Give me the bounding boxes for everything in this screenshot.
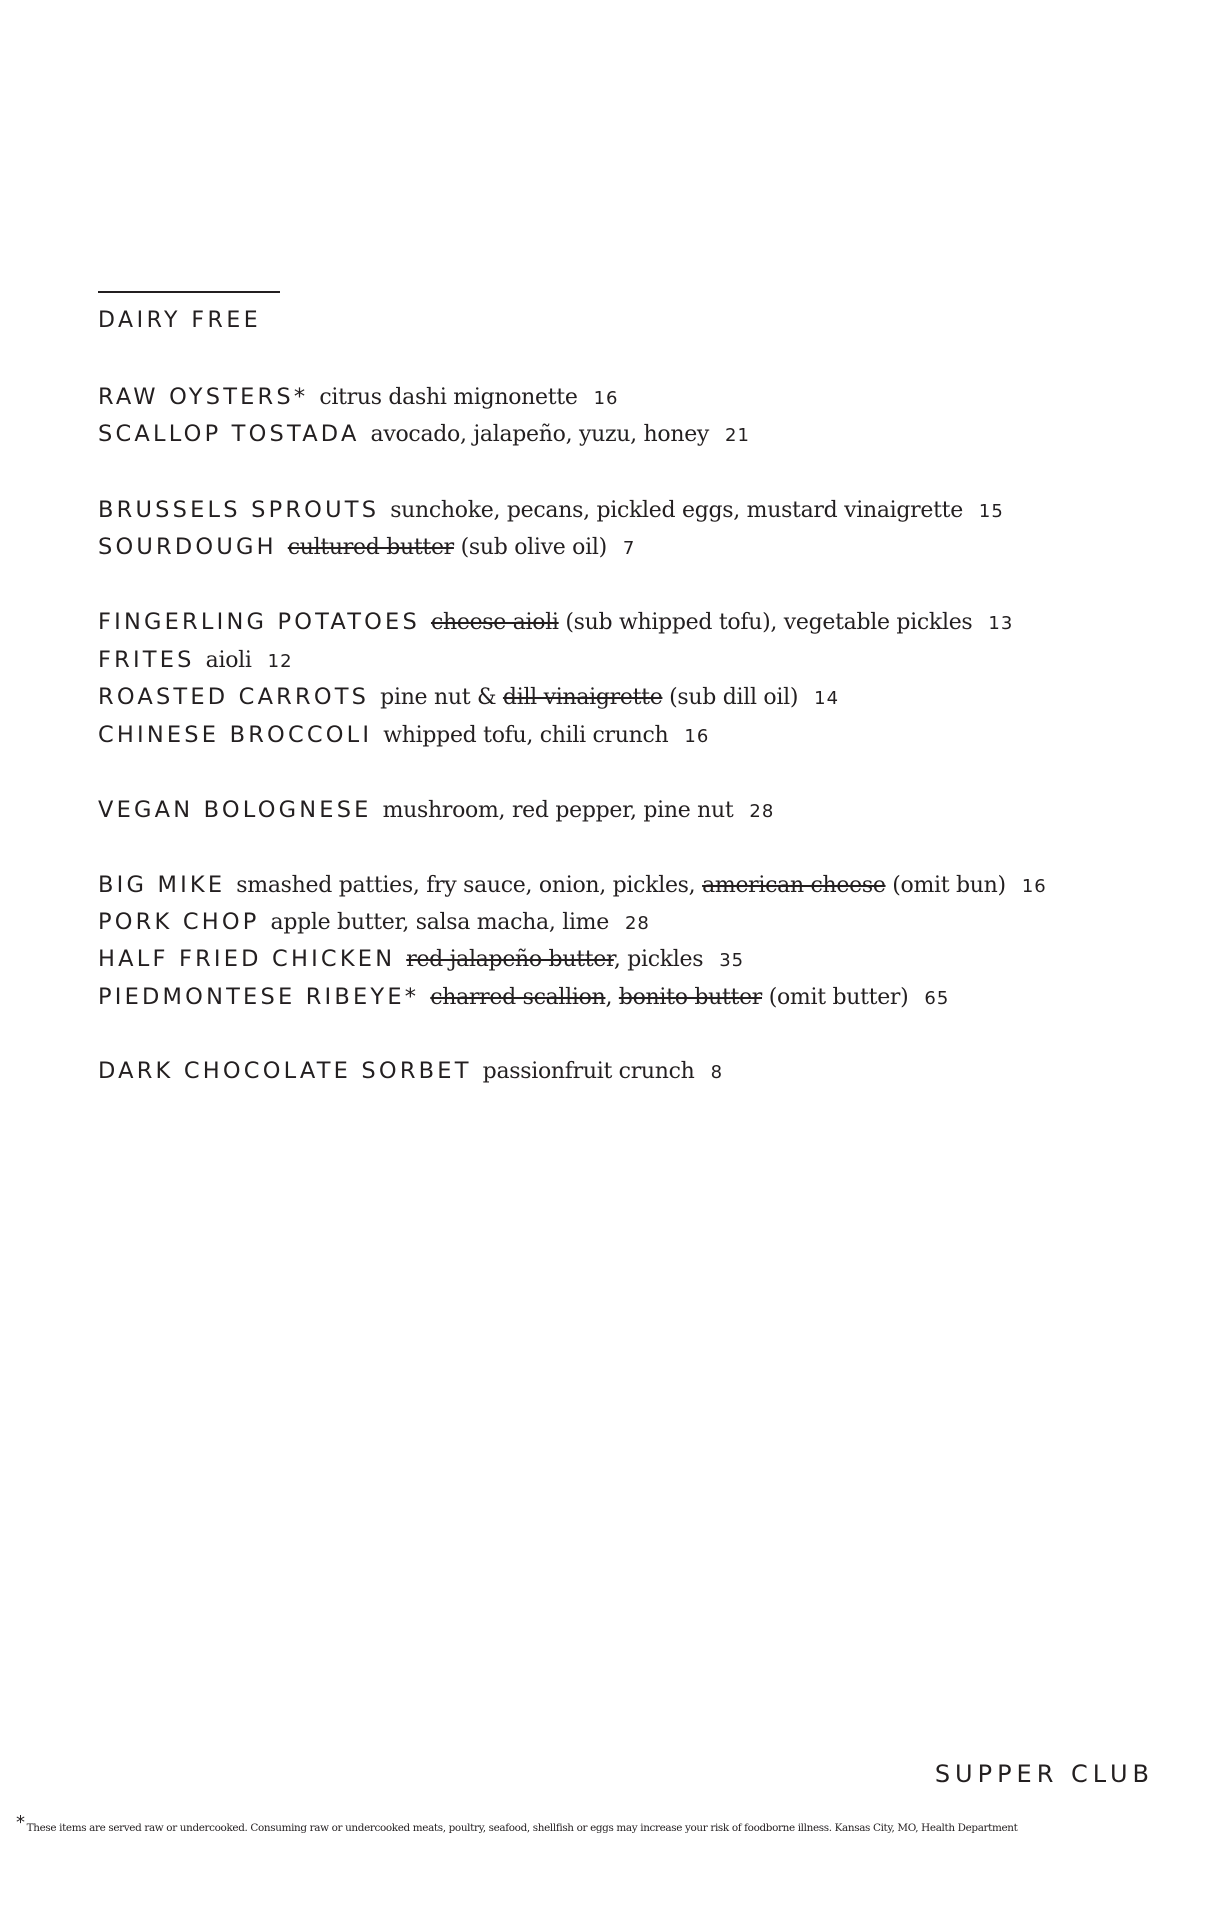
item-price: 35 bbox=[719, 950, 745, 971]
struck-ingredient: american cheese bbox=[702, 873, 886, 898]
item-name: FINGERLING POTATOES bbox=[98, 609, 420, 635]
item-name: VEGAN BOLOGNESE bbox=[98, 797, 372, 823]
footnote-text: These items are served raw or undercooked. Consuming raw or undercooked meats, poultry, seafood, shellfish or eggs may increase your risk of foodborne illness. Kansas City, MO, Health Department bbox=[26, 1822, 1018, 1834]
item-price: 14 bbox=[814, 688, 840, 709]
item-price: 13 bbox=[988, 613, 1014, 634]
struck-ingredient: bonito butter bbox=[618, 985, 763, 1010]
menu-item bbox=[98, 874, 1047, 897]
description-text: (omit butter) bbox=[762, 985, 909, 1010]
item-price: 28 bbox=[749, 801, 775, 822]
health-footnote bbox=[16, 1812, 1212, 1836]
item-description bbox=[319, 385, 577, 410]
menu-item bbox=[98, 536, 635, 559]
description-text: , pickles bbox=[613, 947, 704, 972]
menu-item bbox=[98, 948, 744, 971]
menu-item bbox=[98, 386, 618, 409]
item-description bbox=[288, 535, 607, 560]
description-text: whipped tofu, chili crunch bbox=[383, 723, 669, 748]
item-price: 21 bbox=[725, 425, 750, 446]
description-text: aioli bbox=[205, 648, 252, 673]
item-name: HALF FRIED CHICKEN bbox=[98, 946, 396, 972]
description-text: , bbox=[605, 985, 619, 1010]
description-text: passionfruit crunch bbox=[482, 1059, 695, 1084]
description-text: (sub whipped tofu), vegetable pickles bbox=[558, 610, 973, 635]
item-description bbox=[390, 498, 963, 523]
struck-ingredient: cheese aioli bbox=[430, 610, 559, 635]
menu-item bbox=[98, 724, 709, 747]
item-price: 28 bbox=[624, 913, 650, 934]
menu-item bbox=[98, 986, 949, 1009]
description-text: sunchoke, pecans, pickled eggs, mustard vinaigrette bbox=[390, 498, 963, 523]
item-description bbox=[236, 873, 1006, 898]
menu-item bbox=[98, 911, 650, 934]
menu-item bbox=[98, 799, 774, 822]
struck-ingredient: cultured butter bbox=[287, 535, 454, 560]
item-price: 65 bbox=[924, 988, 950, 1009]
item-description bbox=[430, 985, 908, 1010]
menu-item bbox=[98, 686, 839, 709]
menu-item bbox=[98, 1060, 723, 1083]
description-text: (sub olive oil) bbox=[453, 535, 607, 560]
item-price: 7 bbox=[622, 538, 636, 559]
menu-item bbox=[98, 423, 750, 446]
description-text: (sub dill oil) bbox=[662, 685, 799, 710]
item-price: 16 bbox=[593, 388, 619, 409]
item-name: PIEDMONTESE RIBEYE* bbox=[98, 984, 420, 1010]
item-name: DARK CHOCOLATE SORBET bbox=[98, 1058, 472, 1084]
item-name: ROASTED CARROTS bbox=[98, 684, 370, 710]
footnote-asterisk: * bbox=[16, 1812, 25, 1833]
menu-item bbox=[98, 611, 1013, 634]
description-text: smashed patties, fry sauce, onion, pickles, bbox=[236, 873, 703, 898]
item-description bbox=[383, 798, 734, 823]
item-description bbox=[431, 610, 972, 635]
item-name: SOURDOUGH bbox=[98, 534, 277, 560]
item-price: 12 bbox=[267, 651, 293, 672]
item-name: CHINESE BROCCOLI bbox=[98, 722, 373, 748]
item-price: 16 bbox=[1021, 876, 1047, 897]
item-description bbox=[406, 947, 703, 972]
struck-ingredient: red jalapeño butter bbox=[406, 947, 614, 972]
item-name: BRUSSELS SPROUTS bbox=[98, 497, 380, 523]
item-name: FRITES bbox=[98, 647, 195, 673]
description-text: (omit bun) bbox=[885, 873, 1006, 898]
item-description bbox=[380, 685, 798, 710]
description-text: pine nut & bbox=[380, 685, 503, 710]
item-name: SCALLOP TOSTADA bbox=[98, 421, 360, 447]
description-text: avocado, jalapeño, yuzu, honey bbox=[370, 422, 710, 447]
item-name: BIG MIKE bbox=[98, 872, 226, 898]
menu-item bbox=[98, 649, 293, 672]
item-description bbox=[383, 723, 668, 748]
struck-ingredient: dill vinaigrette bbox=[502, 685, 663, 710]
description-text: mushroom, red pepper, pine nut bbox=[382, 798, 734, 823]
item-price: 16 bbox=[684, 726, 710, 747]
item-name: RAW OYSTERS* bbox=[98, 384, 309, 410]
item-description bbox=[206, 648, 252, 673]
item-description bbox=[483, 1059, 695, 1084]
item-price: 15 bbox=[978, 501, 1004, 522]
restaurant-name: SUPPER CLUB bbox=[934, 1760, 1154, 1788]
description-text: apple butter, salsa macha, lime bbox=[270, 910, 609, 935]
item-description bbox=[271, 910, 609, 935]
item-description bbox=[371, 422, 710, 447]
header-rule bbox=[98, 291, 280, 293]
description-text: citrus dashi mignonette bbox=[319, 385, 578, 410]
struck-ingredient: charred scallion bbox=[430, 985, 606, 1010]
item-name: PORK CHOP bbox=[98, 909, 260, 935]
section-title: DAIRY FREE bbox=[98, 308, 262, 333]
item-price: 8 bbox=[710, 1062, 724, 1083]
menu-item bbox=[98, 499, 1004, 522]
